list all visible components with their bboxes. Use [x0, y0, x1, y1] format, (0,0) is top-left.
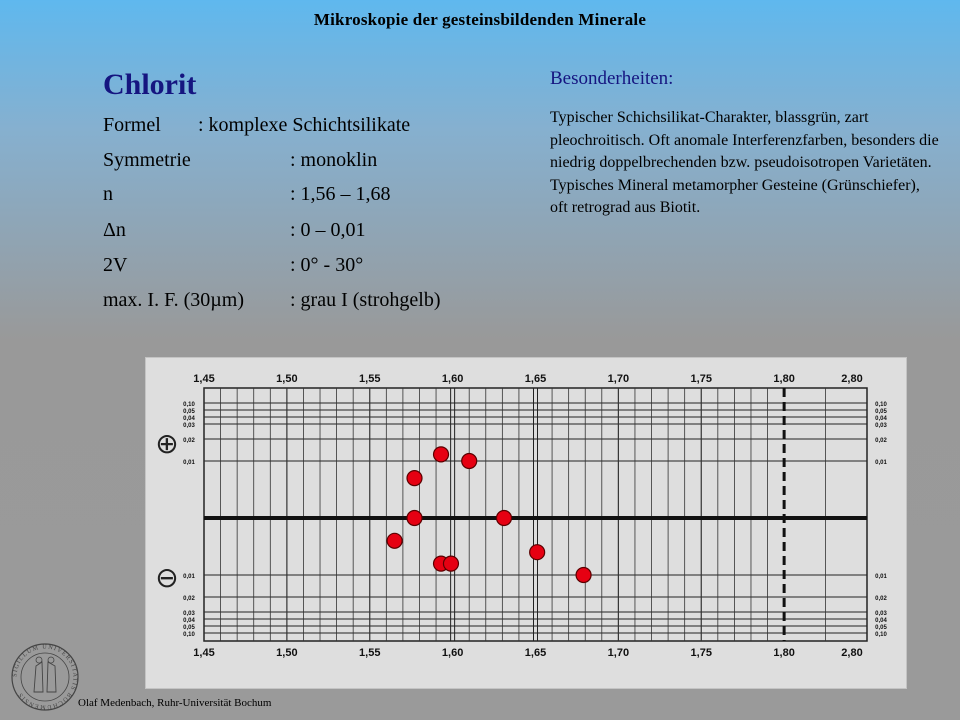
property-value: : 0 – 0,01 — [290, 219, 366, 241]
x-tick-label-top: 2,80 — [841, 373, 863, 385]
y-tick-label-negative: 0,01 — [875, 574, 887, 580]
y-tick-label-positive: 0,05 — [875, 409, 887, 415]
seal-text: SIGILLUM UNIVERSITATIS BOCHUMENSIS — [11, 643, 79, 711]
x-tick-label-bottom: 2,80 — [841, 647, 863, 659]
x-tick-label-top: 1,75 — [690, 373, 712, 385]
data-point — [576, 568, 591, 583]
data-point — [434, 447, 449, 462]
property-value: : 1,56 – 1,68 — [290, 183, 391, 205]
special-description: Typischer Schichsilikat-Charakter, blassgrün, zart pleochroitisch. Oft anomale Interferenzfarben, besonders die niedrig doppelbrechenden bzw. pseudoisotropen Varietäten. Typisches Mineral metamorpher Gesteine (Grünschiefer), oft retrograd aus Biotit. — [550, 109, 939, 216]
y-tick-label-negative: 0,03 — [183, 611, 195, 617]
y-tick-label-positive: 0,02 — [183, 438, 195, 444]
x-tick-label-bottom: 1,65 — [524, 647, 547, 659]
y-tick-label-negative: 0,10 — [875, 632, 887, 638]
y-tick-label-negative: 0,03 — [875, 611, 887, 617]
property-label: Formel — [103, 114, 161, 136]
property-label: Δn — [103, 219, 126, 241]
y-tick-label-negative: 0,04 — [183, 618, 195, 624]
x-tick-label-top: 1,80 — [773, 373, 795, 385]
data-point — [443, 556, 458, 571]
y-tick-label-positive: 0,01 — [875, 460, 887, 466]
y-tick-label-positive: 0,03 — [183, 423, 195, 429]
birefringence-chart — [145, 357, 907, 689]
y-tick-label-positive: 0,01 — [183, 460, 195, 466]
x-tick-label-bottom: 1,60 — [441, 647, 464, 659]
x-tick-label-bottom: 1,50 — [276, 647, 298, 659]
data-point — [530, 545, 545, 560]
x-tick-label-bottom: 1,80 — [773, 647, 795, 659]
x-tick-label-top: 1,65 — [524, 373, 547, 385]
property-label: 2V — [103, 254, 128, 276]
y-tick-label-negative: 0,05 — [183, 625, 195, 631]
y-tick-label-positive: 0,05 — [183, 409, 195, 415]
y-tick-label-negative: 0,01 — [183, 574, 195, 580]
special-title: Besonderheiten: — [550, 68, 674, 89]
y-tick-label-negative: 0,02 — [875, 596, 887, 602]
property-value: : grau I (strohgelb) — [290, 289, 441, 311]
footer-credit: Olaf Medenbach, Ruhr-Universität Bochum — [78, 697, 272, 709]
data-point — [407, 511, 422, 526]
property-label: max. I. F. (30µm) — [103, 289, 245, 311]
y-tick-label-positive: 0,03 — [875, 423, 887, 429]
data-point — [407, 471, 422, 486]
y-tick-label-negative: 0,04 — [875, 618, 887, 624]
property-label: n — [103, 183, 113, 205]
property-value: : 0° - 30° — [290, 254, 364, 276]
data-point — [462, 454, 477, 469]
mineral-name: Chlorit — [103, 68, 197, 101]
x-tick-label-bottom: 1,55 — [359, 647, 381, 659]
chart-canvas — [146, 358, 906, 688]
x-tick-label-top: 1,45 — [193, 373, 215, 385]
y-tick-label-positive: 0,10 — [183, 402, 195, 408]
y-tick-label-positive: 0,02 — [875, 438, 887, 444]
negative-sign-icon: ⊖ — [155, 561, 179, 594]
data-point — [387, 533, 402, 548]
x-tick-label-bottom: 1,45 — [193, 647, 215, 659]
x-tick-label-bottom: 1,75 — [690, 647, 712, 659]
data-point — [497, 511, 512, 526]
x-tick-label-top: 1,60 — [441, 373, 464, 385]
university-seal — [10, 642, 80, 712]
x-tick-label-top: 1,70 — [607, 373, 630, 385]
property-value: : komplexe Schichtsilikate — [198, 114, 411, 136]
page-header: Mikroskopie der gesteinsbildenden Minerale — [313, 10, 647, 29]
property-label: Symmetrie — [103, 149, 191, 171]
y-tick-label-positive: 0,10 — [875, 402, 887, 408]
property-value: : monoklin — [290, 149, 378, 171]
y-tick-label-negative: 0,05 — [875, 625, 887, 631]
y-tick-label-positive: 0,04 — [875, 416, 887, 422]
x-tick-label-top: 1,55 — [359, 373, 381, 385]
y-tick-label-positive: 0,04 — [183, 416, 195, 422]
positive-sign-icon: ⊕ — [155, 427, 179, 460]
y-tick-label-negative: 0,10 — [183, 632, 195, 638]
y-tick-label-negative: 0,02 — [183, 596, 195, 602]
x-tick-label-top: 1,50 — [276, 373, 298, 385]
x-tick-label-bottom: 1,70 — [607, 647, 630, 659]
